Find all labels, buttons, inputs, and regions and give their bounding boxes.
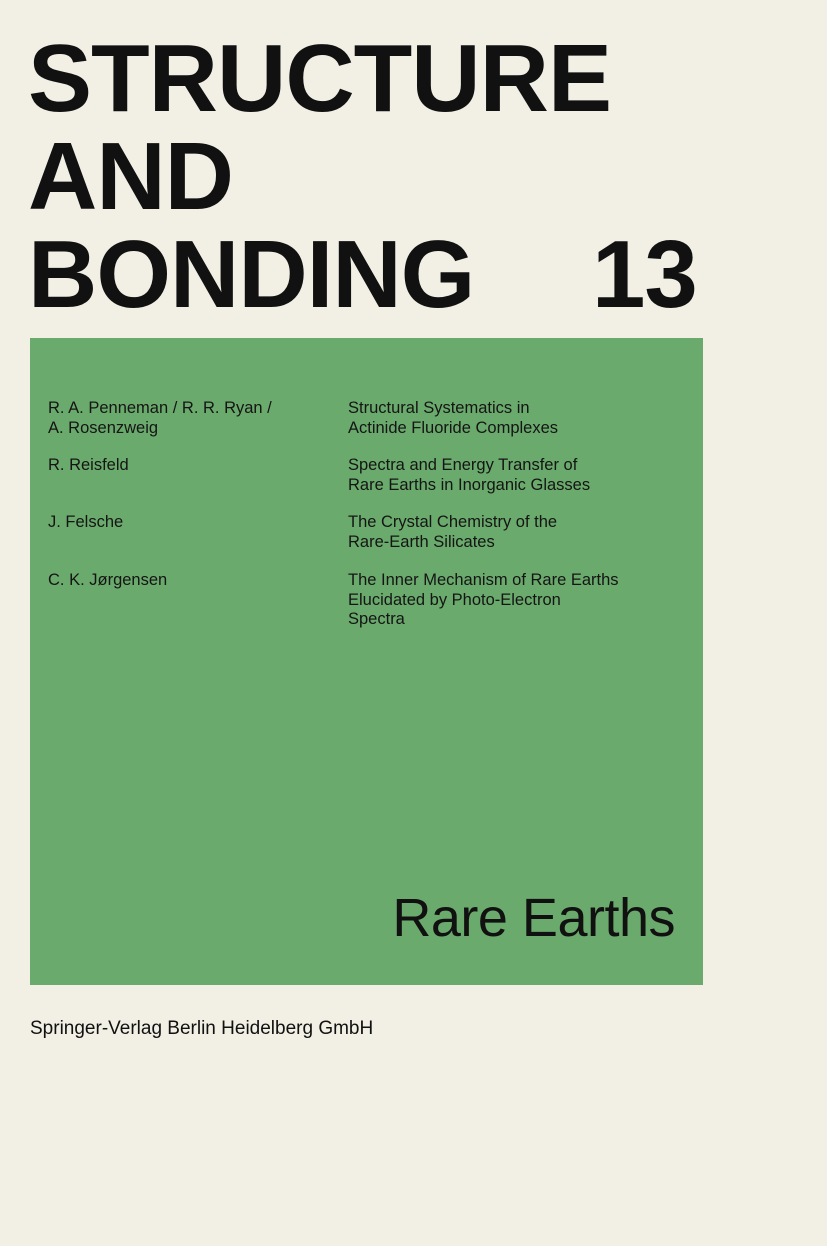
entry-author: C. K. Jørgensen [48,571,168,589]
entry-title: The Crystal Chemistry of the Rare-Earth Silicates [348,513,558,551]
contents-panel [30,338,703,985]
entry-title: Structural Systematics in Actinide Fluoride Complexes [348,399,559,437]
entry-author: R. Reisfeld [48,456,129,474]
series-title-line-2: AND [28,123,233,230]
entry-title: The Inner Mechanism of Rare Earths Elucidated by Photo-Electron Spectra [348,571,619,628]
series-title-line-3: BONDING [28,221,475,328]
entry-title: Spectra and Energy Transfer of Rare Earths in Inorganic Glasses [348,456,591,494]
series-title-line-1: STRUCTURE [28,25,611,132]
entry-author: R. A. Penneman / R. R. Ryan / A. Rosenzweig [48,399,272,437]
entry-author: J. Felsche [48,513,124,531]
publisher-imprint: Springer-Verlag Berlin Heidelberg GmbH [30,1018,374,1039]
series-title [28,25,611,328]
volume-title: Rare Earths [392,888,675,948]
volume-number: 13 [592,221,697,328]
